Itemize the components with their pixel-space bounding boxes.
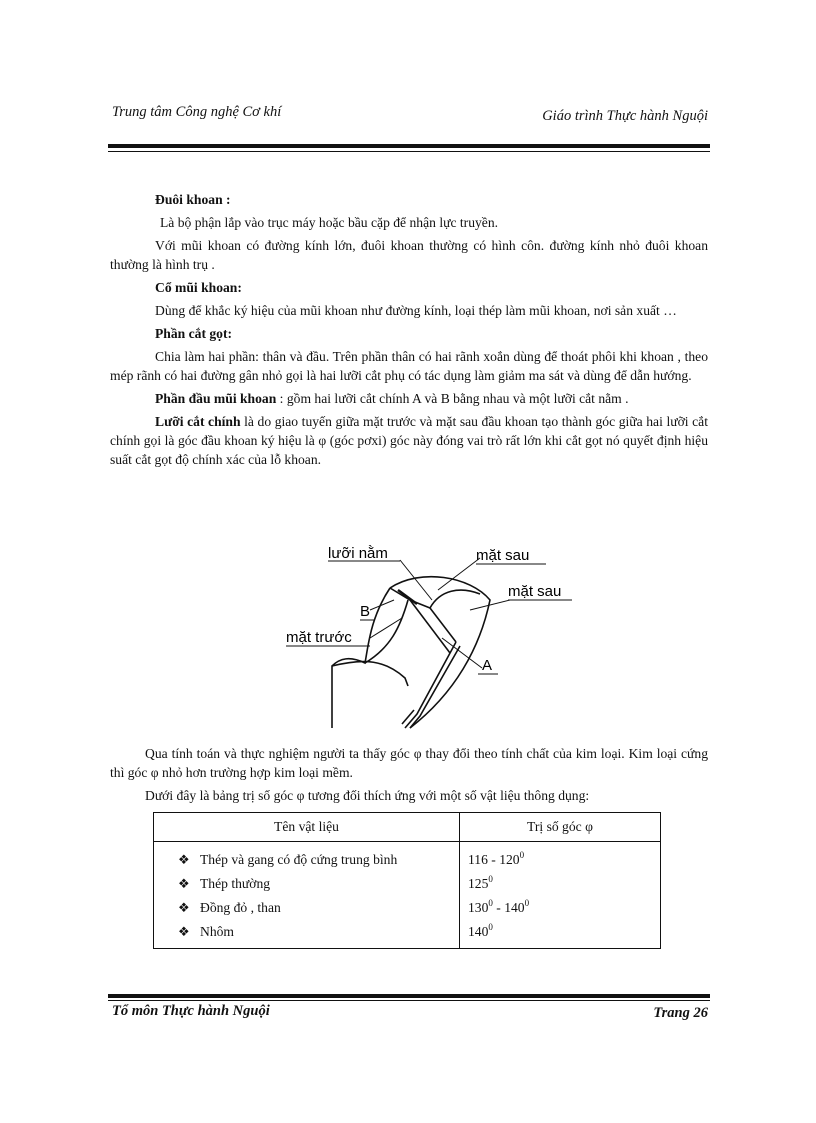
paragraph: Với mũi khoan có đường kính lớn, đuôi khoan thường có hình côn. đường kính nhỏ đuôi khoan thường là hình trụ .: [110, 238, 708, 272]
material-name: Nhôm: [200, 924, 234, 939]
table-body-row: [154, 842, 661, 949]
header-rule-thin: [108, 151, 710, 152]
degree-mark: 0: [488, 922, 493, 932]
list-item: [468, 896, 660, 920]
footer-left: Tổ môn Thực hành Nguội: [112, 1003, 270, 1019]
paragraph: Qua tính toán và thực nghiệm người ta thấy góc φ thay đổi theo tính chất của kim loại. Kim loại cứng thì góc φ nhỏ hơn trường hợp kim loại mềm.: [110, 746, 708, 780]
table-header-value: Trị số góc φ: [460, 813, 661, 842]
material-name: Thép và gang có độ cứng trung bình: [200, 852, 398, 867]
paragraph-text: : gồm hai lưỡi cắt chính A và B bằng nhau và một lưỡi cắt nằm .: [276, 391, 629, 406]
angle-value: 116 - 120: [468, 852, 520, 867]
paragraph: Là bộ phận lắp vào trục máy hoặc bầu cặp để nhận lực truyền.: [160, 215, 499, 230]
degree-mark: 0: [519, 850, 525, 860]
degree-mark: 0: [488, 898, 493, 908]
table-header-row: [154, 813, 661, 842]
list-item: [178, 872, 459, 896]
footer-rule-thin: [108, 1000, 710, 1001]
material-list: [154, 842, 459, 948]
header-rule-thick: [108, 144, 710, 148]
section-title-duoi-khoan: Đuôi khoan :: [155, 192, 231, 207]
paragraph: [110, 389, 708, 408]
material-name: Thép thường: [200, 876, 271, 891]
label-mat-sau-right: mặt sau: [508, 583, 562, 600]
header-right: Giáo trình Thực hành Nguội: [542, 108, 708, 124]
paragraph: Dưới đây là bảng trị số góc φ tương đối thích ứng với một số vật liệu thông dụng:: [145, 788, 590, 803]
list-item: [468, 920, 660, 944]
paragraph: Dùng để khắc ký hiệu của mũi khoan như đường kính, loại thép làm mũi khoan, nơi sản xuất …: [155, 303, 677, 318]
term-luoi-cat-chinh: Lưỡi cắt chính: [155, 414, 241, 429]
section-title-co-mui-khoan: Cổ mũi khoan:: [155, 280, 242, 295]
body-content-after-figure: [110, 744, 708, 809]
bullet-icon: ❖: [178, 924, 190, 939]
label-mat-sau-top: mặt sau: [476, 547, 530, 564]
degree-mark-2: 0: [524, 898, 530, 908]
list-item: [178, 896, 459, 920]
angle-table: [153, 812, 661, 949]
material-name: Đồng đỏ , than: [200, 900, 281, 915]
label-luoi-nam: lưỡi nằm: [328, 545, 388, 562]
list-item: [468, 848, 660, 872]
value-list: [460, 842, 660, 948]
bullet-icon: ❖: [178, 900, 190, 915]
table-header-material: Tên vật liệu: [154, 813, 460, 842]
list-item: [178, 920, 459, 944]
section-title-phan-cat-got: Phần cắt gọt:: [155, 326, 233, 341]
body-content: [110, 186, 708, 473]
page-number: Trang 26: [653, 1005, 708, 1021]
bullet-icon: ❖: [178, 876, 190, 891]
paragraph-text: là do giao tuyến giữa mặt trước và mặt sau đầu khoan tạo thành góc giữa hai lưỡi cắt chính gọi là góc đầu khoan ký hiệu là φ (góc pơxi) góc này đóng vai trò rất lớn khi cắt gọt nó quyết định hiệu suất cắt gọt độ chính xác của lỗ khoan.: [110, 414, 708, 467]
bullet-icon: ❖: [178, 852, 190, 867]
paragraph: [110, 412, 708, 469]
angle-value: 130: [468, 900, 489, 915]
list-item: [178, 848, 459, 872]
drill-tip-drawing: [270, 538, 590, 738]
footer-rule-thick: [108, 994, 710, 998]
label-mat-truoc: mặt trước: [286, 629, 352, 646]
paragraph: Chia làm hai phần: thân và đầu. Trên phần thân có hai rãnh xoắn dùng để thoát phôi khi khoan , theo mép rãnh có hai đường gân nhỏ gọi là hai lưỡi cắt phụ có tác dụng làm giảm ma sát và dùng để dẫn hướng.: [110, 349, 708, 383]
label-a: A: [482, 657, 493, 674]
angle-value: 140: [468, 924, 489, 939]
drill-tip-figure: [270, 538, 590, 738]
angle-value-2: - 140: [492, 900, 525, 915]
angle-value: 125: [468, 876, 489, 891]
header-left: Trung tâm Công nghệ Cơ khí: [112, 104, 282, 120]
degree-mark: 0: [488, 874, 493, 884]
list-item: [468, 872, 660, 896]
term-phan-dau: Phần đầu mũi khoan: [155, 391, 277, 406]
label-b: B: [360, 603, 371, 620]
